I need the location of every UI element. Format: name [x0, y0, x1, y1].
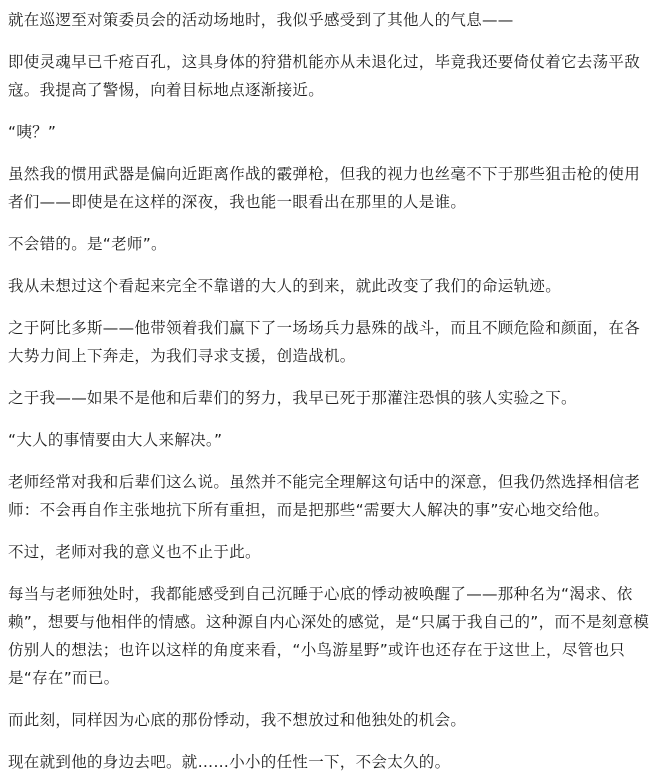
paragraph: 每当与老师独处时，我都能感受到自己沉睡于心底的悸动被唤醒了——那种名为“渴求、依赖”，想要与他相伴的情感。这种源自内心深处的感觉，是“只属于我自己的”，而不是刻意模仿别人的想法；也许以这样的角度来看，“小鸟游星野”或许也还存在于这世上，尽管也只是“存在”而已。	[8, 585, 650, 687]
paragraph: 不会错的。是“老师”。	[8, 235, 167, 253]
paragraph: 不过，老师对我的意义也不止于此。	[8, 543, 261, 561]
paragraph: 老师经常对我和后辈们这么说。虽然并不能完全理解这句话中的深意，但我仍然选择相信老师：不会再自作主张地抗下所有重担，而是把那些“需要大人解决的事”安心地交给他。	[8, 473, 641, 519]
paragraph: 虽然我的惯用武器是偏向近距离作战的霰弹枪，但我的视力也丝毫不下于那些狙击枪的使用者们——即使是在这样的深夜，我也能一眼看出在那里的人是谁。	[8, 165, 641, 211]
paragraph: 我从未想过这个看起来完全不靠谱的大人的到来，就此改变了我们的命运轨迹。	[8, 277, 562, 295]
paragraph: 即使灵魂早已千疮百孔，这具身体的狩猎机能亦从未退化过，毕竟我还要倚仗着它去荡平敌寇。我提高了警惕，向着目标地点逐渐接近。	[8, 53, 641, 99]
paragraph: 之于阿比多斯——他带领着我们赢下了一场场兵力悬殊的战斗，而且不顾危险和颜面，在各大势力间上下奔走，为我们寻求支援，创造战机。	[8, 319, 641, 365]
paragraph: 就在巡逻至对策委员会的活动场地时，我似乎感受到了其他人的气息——	[8, 11, 514, 29]
paragraph: “咦？”	[8, 123, 57, 141]
paragraph: 而此刻，同样因为心底的那份悸动，我不想放过和他独处的机会。	[8, 711, 467, 729]
paragraph: “大人的事情要由大人来解决。”	[8, 431, 223, 449]
paragraph: 现在就到他的身边去吧。就……小小的任性一下，不会太久的。	[8, 753, 451, 771]
paragraph: 之于我——如果不是他和后辈们的努力，我早已死于那灌注恐惧的骇人实验之下。	[8, 389, 577, 407]
